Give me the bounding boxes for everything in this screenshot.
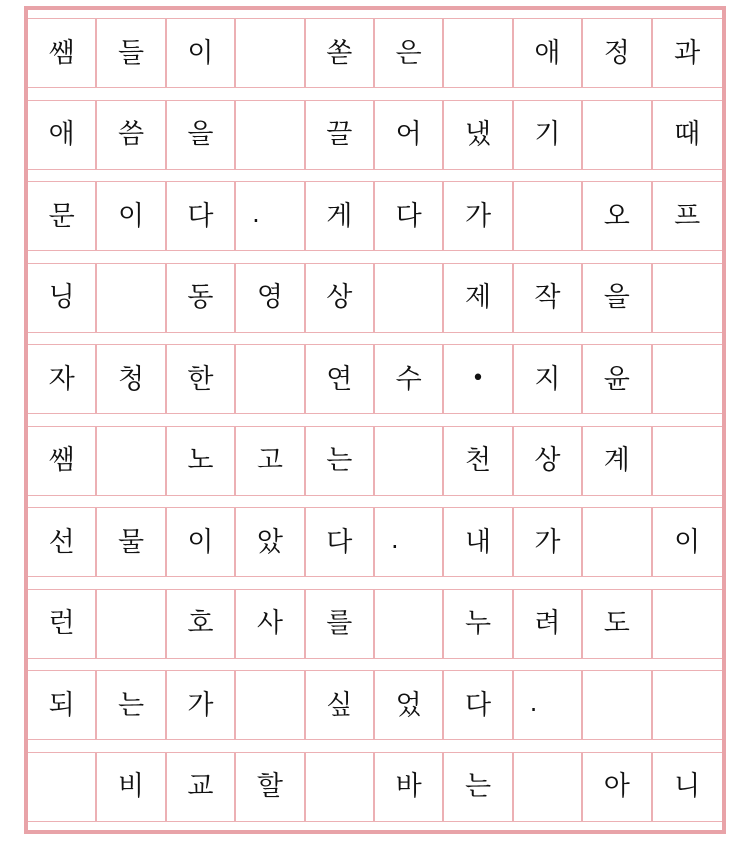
grid-cell: 고 [236,427,305,495]
grid-cell [28,753,97,821]
grid-cell: 를 [306,590,375,658]
grid-cell [375,590,444,658]
grid-cell: 문 [28,182,97,250]
grid-cell: 이 [674,526,701,558]
grid-cell: 을 [167,101,236,169]
grid-cell: 제 [444,264,513,332]
grid-cell: • [444,345,513,413]
grid-cell [97,264,166,332]
grid-cell: 도 [583,590,652,658]
grid-cell: 노 [167,427,236,495]
grid-cell: 애 [514,19,583,87]
grid-cell: 싶 [306,671,375,739]
grid-cell: 을 [583,264,652,332]
manuscript-grid [28,18,722,833]
grid-cell [653,427,722,495]
grid-cell: 는 [444,753,513,821]
grid-cell: 수 [375,345,444,413]
grid-cell: 았 [236,508,305,576]
grid-row [28,18,722,88]
grid-cell: 과 [674,37,701,69]
grid-cell: 다 [444,671,513,739]
grid-row [28,100,722,170]
grid-row [28,589,722,659]
grid-cell: . [375,508,444,576]
grid-cell: 사 [236,590,305,658]
grid-cell: . [236,182,305,250]
grid-cell: 영 [236,264,305,332]
grid-cell: 비 [97,753,166,821]
grid-cell: 들 [97,19,166,87]
grid-cell: 아 [583,753,652,821]
grid-cell: 쏟 [306,19,375,87]
grid-cell: 쌤 [28,19,97,87]
grid-cell: 물 [97,508,166,576]
grid-cell: 자 [28,345,97,413]
grid-cell: 연 [306,345,375,413]
grid-cell: 지 [514,345,583,413]
grid-cell: 때 [674,119,701,150]
grid-cell [375,264,444,332]
grid-cell [375,427,444,495]
grid-cell: 은 [375,19,444,87]
grid-cell [236,345,305,413]
grid-row [28,507,722,577]
grid-cell [653,590,722,658]
grid-cell: 는 [306,427,375,495]
grid-cell: 바 [375,753,444,821]
grid-row [28,181,722,251]
grid-cell: 상 [306,264,375,332]
grid-cell [97,590,166,658]
grid-row [28,752,722,822]
grid-cell: 내 [444,508,513,576]
grid-cell: . [514,671,583,739]
grid-cell: 이 [167,508,236,576]
grid-cell [306,753,375,821]
grid-cell: 게 [306,182,375,250]
grid-cell: 할 [236,753,305,821]
grid-cell [97,427,166,495]
grid-cell [583,671,652,739]
grid-cell: 애 [28,101,97,169]
grid-cell [444,19,513,87]
grid-cell: 가 [444,182,513,250]
grid-cell [653,264,722,332]
grid-cell: 한 [167,345,236,413]
manuscript-sheet [24,6,726,834]
grid-cell: 교 [167,753,236,821]
grid-cell: 가 [167,671,236,739]
grid-cell [514,753,583,821]
grid-cell: 기 [514,101,583,169]
grid-cell: 이 [97,182,166,250]
grid-cell: 정 [583,19,652,87]
grid-cell [653,671,722,739]
grid-cell: 이 [167,19,236,87]
grid-cell: 윤 [583,345,652,413]
grid-cell: 누 [444,590,513,658]
grid-cell: 프 [674,200,701,232]
grid-cell: 계 [583,427,652,495]
grid-cell [236,101,305,169]
grid-cell: 다 [167,182,236,250]
grid-cell: 호 [167,590,236,658]
grid-cell: 되 [28,671,97,739]
grid-row [28,263,722,333]
grid-cell: 닝 [28,264,97,332]
grid-cell [514,182,583,250]
grid-cell [583,508,652,576]
grid-cell: 런 [28,590,97,658]
grid-cell [236,671,305,739]
grid-cell [236,19,305,87]
grid-row [28,344,722,414]
grid-cell: 청 [97,345,166,413]
grid-cell: 상 [514,427,583,495]
grid-cell: 작 [514,264,583,332]
grid-cell: 동 [167,264,236,332]
grid-cell: 니 [674,771,701,802]
grid-cell: 쌤 [28,427,97,495]
grid-cell [653,345,722,413]
grid-cell: 려 [514,590,583,658]
grid-cell: 씀 [97,101,166,169]
grid-cell: 냈 [444,101,513,169]
grid-row [28,670,722,740]
grid-cell [583,101,652,169]
grid-cell: 어 [375,101,444,169]
grid-cell: 끌 [306,101,375,169]
grid-cell: 다 [306,508,375,576]
grid-cell: 었 [375,671,444,739]
grid-cell: 가 [514,508,583,576]
grid-cell: 오 [583,182,652,250]
grid-row [28,426,722,496]
grid-cell: 천 [444,427,513,495]
grid-cell: 다 [375,182,444,250]
grid-cell: 선 [28,508,97,576]
grid-cell: 는 [97,671,166,739]
